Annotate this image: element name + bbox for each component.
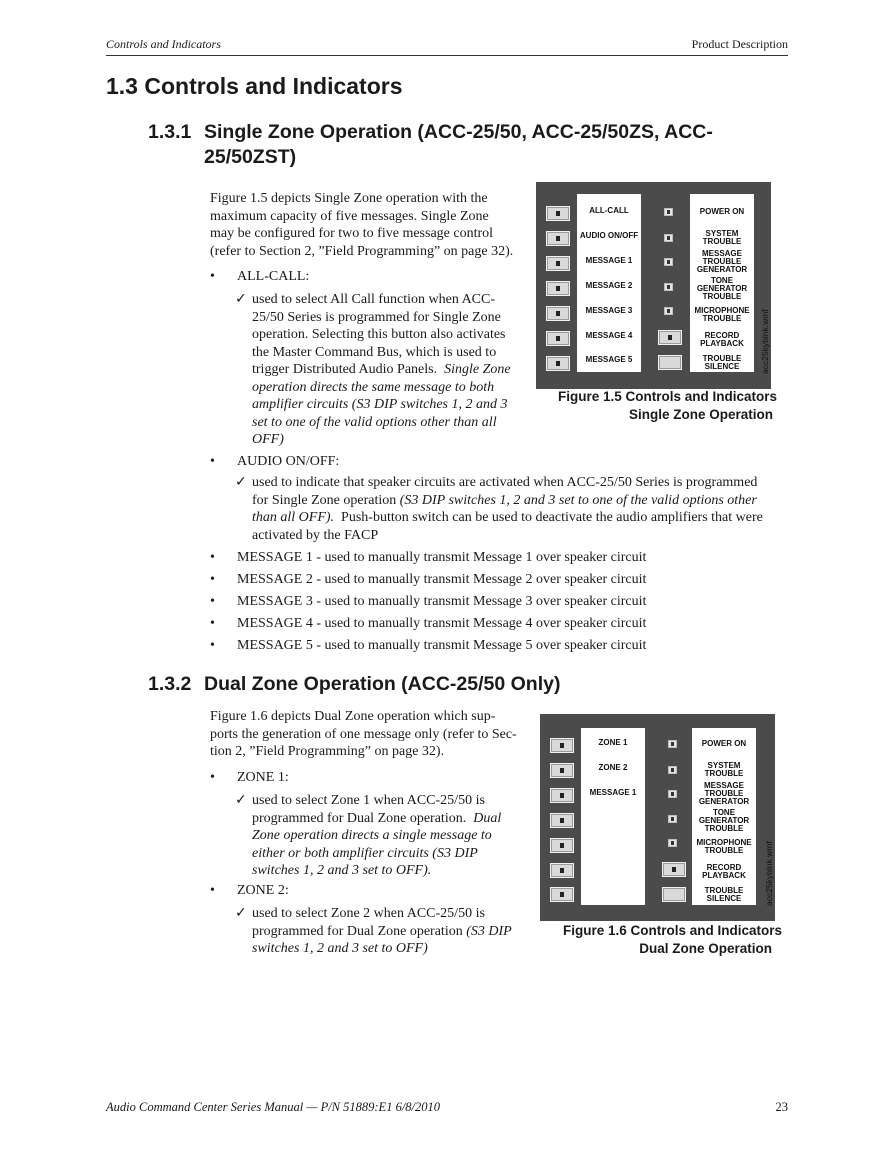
check-mark-icon: ✓ — [235, 792, 247, 808]
subsection-number: 1.3.2 — [148, 673, 192, 695]
audio-on-off-button[interactable] — [546, 231, 570, 246]
text-span: Push-button switch can be used to deactivate the audio amplifiers that were — [334, 510, 763, 525]
unassigned-button[interactable] — [550, 838, 574, 853]
trouble-silence-label: TROUBLE SILENCE — [702, 354, 742, 371]
bullet-label: AUDIO ON/OFF: — [237, 454, 340, 469]
footer-manual-title: Audio Command Center Series Manual — P/N 51889:E1 6/8/2010 — [106, 1100, 441, 1114]
bullet-text: MESSAGE 2 - used to manually transmit Message 2 over speaker circuit — [237, 572, 647, 587]
figure-filename: acc25kyblnk.wmf — [760, 309, 770, 374]
record-playback-button[interactable] — [658, 330, 682, 345]
microphone-trouble-led — [664, 307, 673, 315]
intro-line: may be configured for two to five message control — [210, 226, 494, 241]
dual-zone-intro — [210, 708, 517, 761]
single-zone-intro — [210, 190, 513, 260]
bullet-text: MESSAGE 5 - used to manually transmit Message 5 over speaker circuit — [237, 638, 647, 653]
bullet-label: ALL-CALL: — [237, 269, 310, 284]
text-line: 25/50 Series is programmed for Single Zone — [252, 309, 501, 325]
bullet-dot: • — [210, 269, 215, 284]
header-rule — [106, 55, 788, 56]
message-1-label: MESSAGE 1 — [589, 788, 637, 797]
text-line: used to select All Call function when ACC- — [252, 292, 496, 307]
check-mark-icon: ✓ — [235, 905, 247, 921]
intro-line: ports the generation of one message only (refer to Sec- — [210, 726, 517, 742]
text-line: operation. Selecting this button also activates — [252, 327, 506, 342]
text-span: programmed for Dual Zone operation. — [252, 810, 474, 826]
figure-1-6-caption — [520, 922, 782, 958]
message-trouble-generator-label: MESSAGE TROUBLE GENERATOR — [696, 249, 748, 274]
system-trouble-label: SYSTEM TROUBLE — [702, 229, 742, 246]
record-playback-label: RECORD PLAYBACK — [702, 863, 746, 880]
text-span-italic: (S3 DIP switches 1, 2 and 3 set to one of the valid options other — [399, 492, 757, 508]
intro-line: Figure 1.6 depicts Dual Zone operation which sup- — [210, 709, 496, 724]
message-2-button[interactable] — [546, 281, 570, 296]
bullet-dot: • — [210, 572, 215, 587]
message-trouble-led — [664, 258, 673, 266]
subsection-title-line1: Single Zone Operation (ACC-25/50, ACC-25/50ZS, ACC- — [204, 121, 713, 143]
system-trouble-label: SYSTEM TROUBLE — [704, 761, 744, 778]
message-3-label: MESSAGE 3 — [585, 306, 633, 315]
message-1-button[interactable] — [550, 788, 574, 803]
bullet-text: MESSAGE 1 - used to manually transmit Message 1 over speaker circuit — [237, 550, 647, 565]
text-line-italic: operation directs the same message to both — [252, 379, 495, 395]
text-line-italic: switches 1, 2 and 3 set to OFF) — [252, 941, 428, 956]
intro-line: tion 2, ”Field Programming” on page 32). — [210, 744, 445, 759]
bullet-dot: • — [210, 550, 215, 565]
message-1-label: MESSAGE 1 — [585, 256, 633, 265]
zone-1-label: ZONE 1 — [598, 738, 628, 747]
figure-1-5-panel — [536, 182, 771, 389]
message-4-button[interactable] — [546, 331, 570, 346]
trouble-silence-button[interactable] — [662, 887, 686, 902]
check-mark-icon: ✓ — [235, 474, 247, 490]
check-text — [252, 474, 763, 544]
power-on-led — [668, 740, 677, 748]
subsection-title: Dual Zone Operation (ACC-25/50 Only) — [204, 673, 561, 695]
message-1-button[interactable] — [546, 256, 570, 271]
microphone-trouble-label: MICROPHONE TROUBLE — [694, 306, 750, 323]
caption-line: Figure 1.6 Controls and Indicators — [562, 923, 782, 938]
message-trouble-generator-label: MESSAGE TROUBLE GENERATOR — [698, 781, 750, 806]
left-label-column — [581, 728, 645, 905]
power-on-led — [664, 208, 673, 216]
tone-generator-trouble-label: TONE GENERATOR TROUBLE — [696, 276, 748, 301]
trouble-silence-label: TROUBLE SILENCE — [704, 886, 744, 903]
text-span-italic: Dual — [473, 810, 502, 826]
text-line-italic: either or both amplifier circuits (S3 DIP — [252, 845, 478, 861]
text-line: used to indicate that speaker circuits are activated when ACC-25/50 Series is programmed — [252, 475, 758, 490]
text-line-italic: switches 1, 2 and 3 set to OFF). — [252, 863, 432, 878]
record-playback-button[interactable] — [662, 862, 686, 877]
text-line: used to select Zone 2 when ACC-25/50 is — [252, 906, 485, 921]
audio-on-off-label: AUDIO ON/OFF — [579, 231, 639, 240]
text-line — [252, 923, 512, 941]
system-trouble-led — [668, 766, 677, 774]
unassigned-button[interactable] — [550, 887, 574, 902]
tone-generator-trouble-led — [668, 815, 677, 823]
bullet-text: MESSAGE 4 - used to manually transmit Message 4 over speaker circuit — [237, 616, 647, 631]
text-span: trigger Distributed Audio Panels. — [252, 362, 445, 377]
check-text — [252, 792, 501, 880]
trouble-silence-button[interactable] — [658, 355, 682, 370]
microphone-trouble-label: MICROPHONE TROUBLE — [696, 838, 752, 855]
all-call-button[interactable] — [546, 206, 570, 221]
text-line-italic: OFF) — [252, 432, 284, 447]
text-line: used to select Zone 1 when ACC-25/50 is — [252, 793, 485, 808]
message-5-button[interactable] — [546, 356, 570, 371]
figure-filename: acc25kyblnk.wmf — [764, 841, 774, 906]
bullet-dot: • — [210, 616, 215, 631]
bullet-label: ZONE 1: — [237, 770, 289, 785]
intro-line: Figure 1.5 depicts Single Zone operation with the — [210, 191, 488, 206]
message-5-label: MESSAGE 5 — [585, 355, 633, 364]
bullet-dot: • — [210, 883, 215, 898]
intro-line: maximum capacity of five messages. Single Zone — [210, 208, 489, 224]
bullet-text: MESSAGE 3 - used to manually transmit Message 3 over speaker circuit — [237, 594, 647, 609]
text-line-italic: Zone operation directs a single message to — [252, 828, 492, 843]
check-mark-icon: ✓ — [235, 291, 247, 307]
running-header-section: Product Description — [691, 37, 788, 51]
text-line — [252, 492, 763, 510]
bullet-dot: • — [210, 454, 215, 469]
text-span: programmed for Dual Zone operation — [252, 923, 467, 939]
subsection-title-line2: 25/50ZST) — [204, 146, 297, 168]
caption-line: Single Zone Operation — [628, 407, 773, 422]
microphone-trouble-led — [668, 839, 677, 847]
bullet-dot: • — [210, 594, 215, 609]
bullet-dot: • — [210, 638, 215, 653]
text-span-italic: (S3 DIP — [466, 923, 512, 939]
system-trouble-led — [664, 234, 673, 242]
subsection-heading-dual-zone — [148, 672, 560, 697]
text-line — [252, 509, 763, 527]
tone-generator-trouble-label: TONE GENERATOR TROUBLE — [698, 808, 750, 833]
check-text — [252, 291, 511, 449]
figure-1-6-panel — [540, 714, 775, 921]
text-line: the Master Command Bus, which is used to — [252, 344, 497, 360]
tone-generator-trouble-led — [664, 283, 673, 291]
subsection-number: 1.3.1 — [148, 121, 192, 143]
check-text — [252, 905, 512, 958]
bullet-label: ZONE 2: — [237, 883, 289, 898]
text-line-italic: amplifier circuits (S3 DIP switches 1, 2 and 3 — [252, 397, 508, 412]
message-3-button[interactable] — [546, 306, 570, 321]
running-header-title: Controls and Indicators — [106, 37, 221, 51]
all-call-label: ALL-CALL — [589, 206, 629, 215]
text-span: for Single Zone operation — [252, 492, 400, 508]
text-line — [252, 810, 501, 828]
zone-2-button[interactable] — [550, 763, 574, 778]
intro-line: (refer to Section 2, ”Field Programming” on page 32). — [210, 243, 514, 259]
text-span-italic: than all OFF). — [252, 510, 335, 525]
figure-1-5-caption — [520, 388, 777, 424]
caption-line: Figure 1.5 Controls and Indicators — [557, 389, 777, 404]
message-2-label: MESSAGE 2 — [585, 281, 633, 290]
text-span-italic: Single Zone — [444, 362, 511, 377]
page-number: 23 — [775, 1100, 788, 1114]
message-4-label: MESSAGE 4 — [585, 331, 633, 340]
text-line — [252, 361, 511, 379]
subsection-heading-single-zone — [148, 120, 713, 170]
record-playback-label: RECORD PLAYBACK — [700, 331, 744, 348]
zone-1-button[interactable] — [550, 738, 574, 753]
text-line: activated by the FACP — [252, 527, 379, 543]
bullet-dot: • — [210, 770, 215, 785]
power-on-label: POWER ON — [699, 207, 745, 216]
section-heading: 1.3 Controls and Indicators — [106, 73, 403, 99]
zone-2-label: ZONE 2 — [598, 763, 628, 772]
unassigned-button[interactable] — [550, 863, 574, 878]
power-on-label: POWER ON — [701, 739, 747, 748]
message-trouble-led — [668, 790, 677, 798]
text-line-italic: set to one of the valid options other than all — [252, 414, 497, 430]
unassigned-button[interactable] — [550, 813, 574, 828]
caption-line: Dual Zone Operation — [639, 941, 772, 956]
